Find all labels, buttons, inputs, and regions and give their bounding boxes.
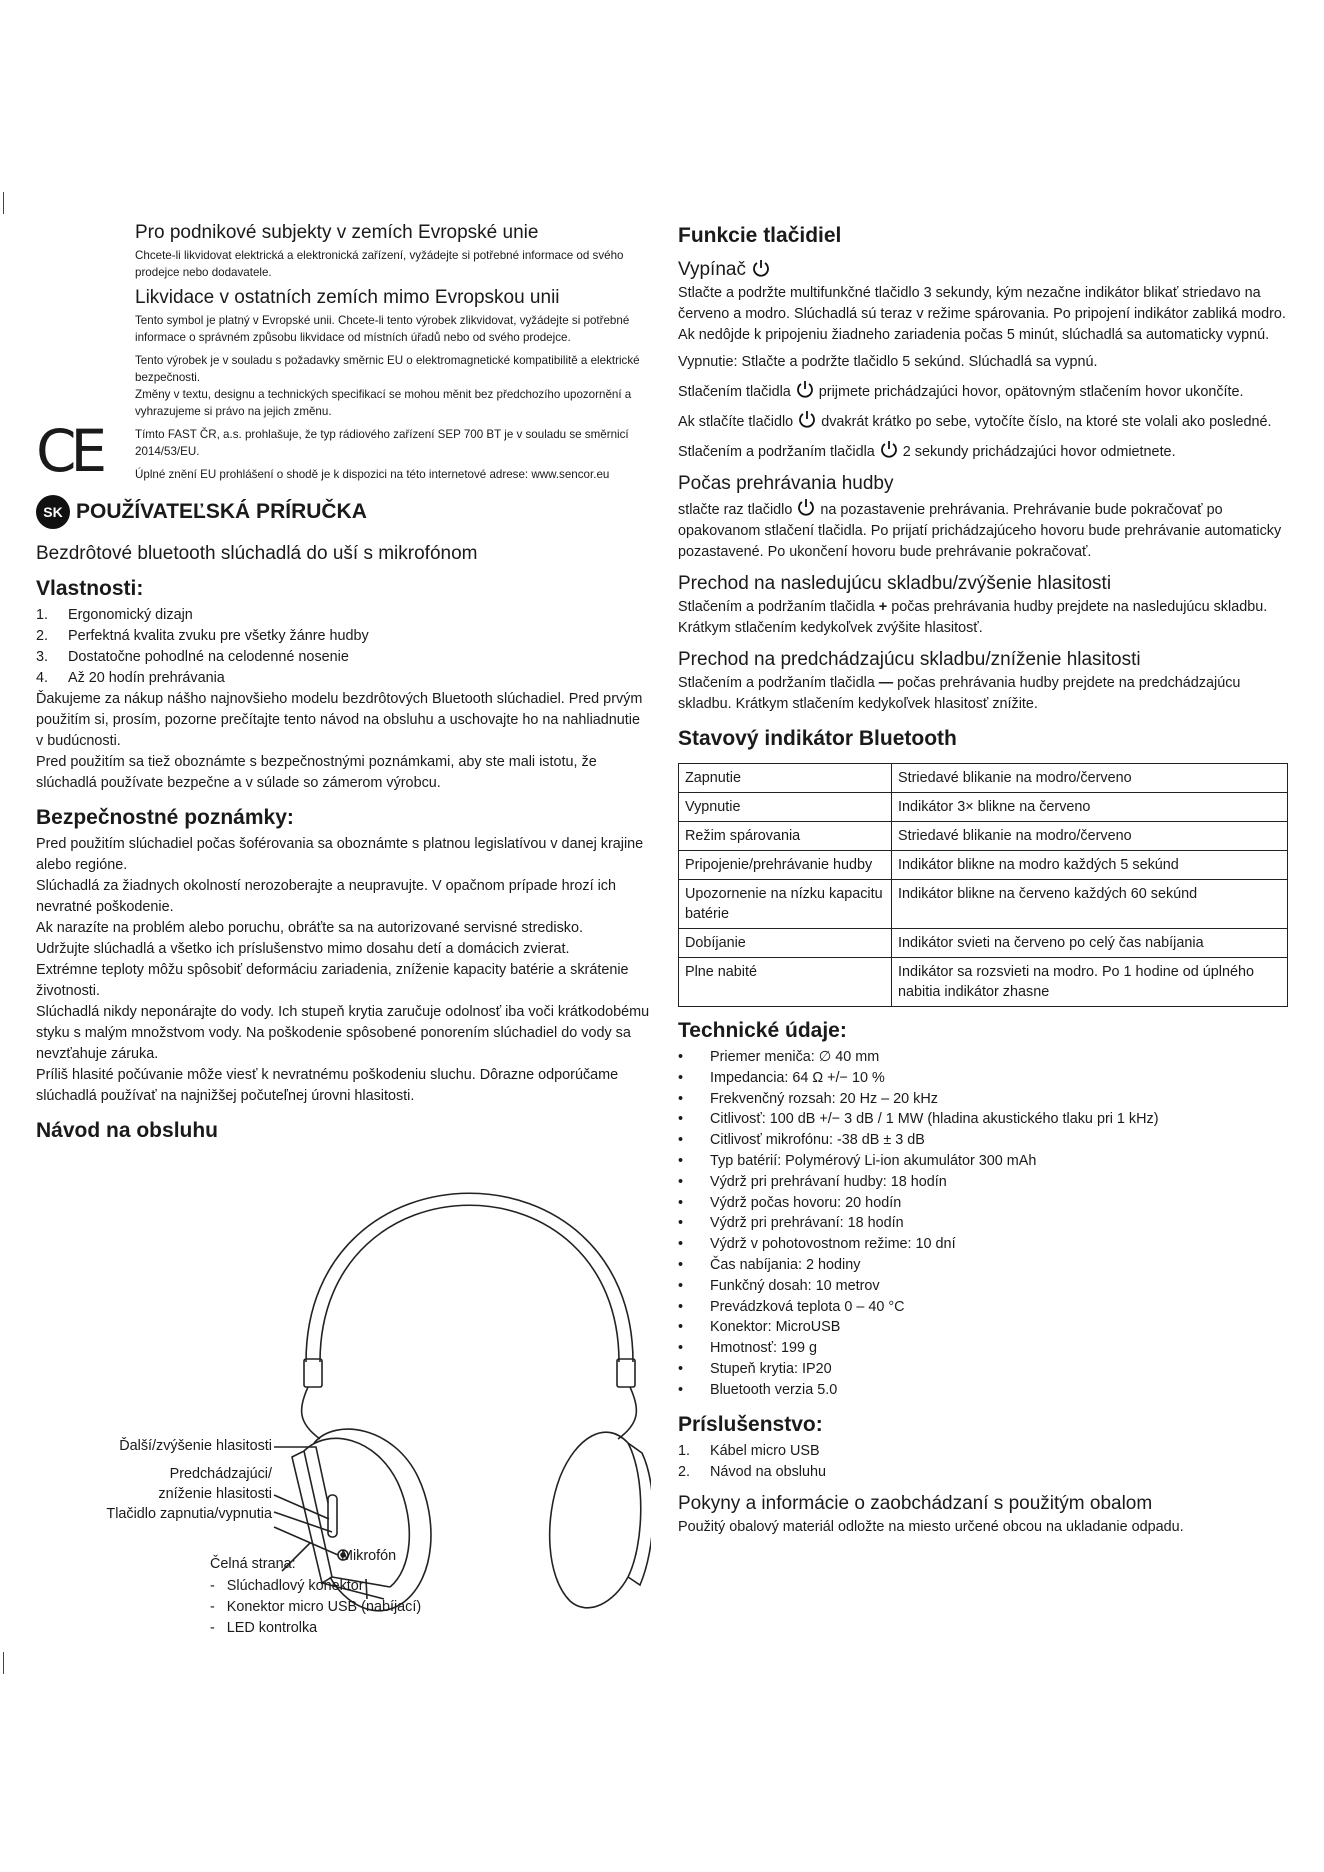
list-item: 4. Až 20 hodín prehrávania: [36, 670, 225, 686]
safety-paragraph: Slúchadlá za žiadnych okolností nerozoberajte a neupravujte. V opačnom prípade hrozí ich nevratné poškodenie.: [36, 878, 616, 915]
list-item: • Citlivosť: 100 dB +/− 3 dB / 1 MW (hladina akustického tlaku pri 1 kHz): [678, 1111, 1159, 1128]
table-row: Režim spárovania Striedavé blikanie na modro/červeno: [679, 822, 1288, 851]
list-item: • Stupeň krytia: IP20: [678, 1360, 832, 1377]
table-row: Plne nabité Indikátor sa rozsvieti na modro. Po 1 hodine od úplného nabitia indikátor zhasne: [679, 958, 1288, 1007]
list-item: • Prevádzková teplota 0 – 40 °C: [678, 1298, 905, 1315]
list-item: • Čas nabíjania: 2 hodiny: [678, 1256, 861, 1273]
list-item: • Výdrž pri prehrávaní hudby: 18 hodín: [678, 1173, 947, 1190]
list-item: • Typ batérií: Polymérový Li-ion akumulátor 300 mAh: [678, 1152, 1037, 1169]
label-prev-line2: zníženie hlasitosti: [158, 1486, 272, 1502]
safety-paragraph: Extrémne teploty môžu spôsobiť deformáciu zariadenia, zníženie kapacity batérie a skrátenie životnosti.: [36, 962, 629, 999]
list-item: 1. Ergonomický dizajn: [36, 607, 193, 623]
play-title: Počas prehrávania hudby: [678, 473, 894, 494]
eu-changes-text: Změny v textu, designu a technických specifikací se mohou měnit bez předchozího upozornění a vyhrazujeme si právo na jejich změnu.: [135, 388, 632, 418]
left-column: [36, 222, 651, 1657]
list-item: 3. Dostatočne pohodlné na celodenné nosenie: [36, 649, 349, 665]
safety-title: Bezpečnostné poznámky:: [36, 806, 294, 829]
list-item: 2. Perfektná kvalita zvuku pre všetky žánre hudby: [36, 628, 369, 644]
power-title: Vypínač: [678, 258, 1290, 281]
list-item: • Výdrž v pohotovostnom režime: 10 dní: [678, 1236, 956, 1253]
power-icon: [795, 379, 815, 399]
safety-paragraph: Udržujte slúchadlá a všetko ich príslušenstvo mimo dosahu detí a domácich zvierat.: [36, 941, 570, 957]
guide-title: Návod na obsluhu: [36, 1119, 219, 1142]
list-item: • Impedancia: 64 Ω +/− 10 %: [678, 1069, 885, 1086]
prev-track-text: Stlačením a podržaním tlačidla — počas prehrávania hudby prejdete na predchádzajúcu skladbu. Krátkym stlačením kedykoľvek hlasitosť znížite.: [678, 675, 1241, 712]
manual-subtitle: Bezdrôtové bluetooth slúchadlá do uší s mikrofónom: [36, 543, 478, 564]
label-front-side: Čelná strana:: [210, 1556, 296, 1572]
list-item: • Výdrž pri prehrávaní: 18 hodín: [678, 1215, 904, 1232]
ce-mark-logo: CE: [36, 417, 102, 485]
label-power-button: Tlačidlo zapnutia/vypnutia: [106, 1506, 272, 1522]
packaging-text: Použitý obalový materiál odložte na miesto určené obcou na ukladanie odpadu.: [678, 1518, 1184, 1535]
label-prev-line1: Predchádzajúci/: [169, 1466, 272, 1482]
eu-business-text: Chcete-li likvidovat elektrická a elektronická zařízení, vyžádejte si potřebné informace od svého prodejce nebo dodavatele.: [135, 249, 624, 279]
list-item: • Konektor: MicroUSB: [678, 1319, 841, 1336]
front-item: - LED kontrolka: [210, 1620, 318, 1636]
safety-paragraph: Príliš hlasité počúvanie môže viesť k nevratnému poškodeniu sluchu. Dôrazne odporúčame slúchadlá používať na najnižšej počuteľnej úrovni hlasitosti.: [36, 1067, 619, 1104]
power-icon: [751, 258, 771, 278]
safety-paragraph: Pred použitím slúchadiel počas šoférovania sa oboznámte s platnou legislatívou v danej krajine alebo regióne.: [36, 836, 644, 873]
specs-title: Technické údaje:: [678, 1019, 847, 1042]
list-item: • Funkčný dosah: 10 metrov: [678, 1277, 880, 1294]
ce-declaration: [36, 417, 651, 489]
power-text-2: Vypnutie: Stlačte a podržte tlačidlo 5 sekúnd. Slúchadlá sa vypnú.: [678, 354, 1098, 370]
label-microphone: Mikrofón: [341, 1548, 397, 1564]
power-icon: [796, 497, 816, 517]
list-item: • Hmotnosť: 199 g: [678, 1340, 817, 1357]
plus-icon: +: [878, 599, 888, 615]
right-column: [678, 222, 1290, 1538]
accessories-list: [678, 1441, 1290, 1483]
thanks-text: Ďakujeme za nákup nášho najnovšieho modelu bezdrôtových Bluetooth slúchadiel. Pred prvým použitím si, prosím, pozorne prečítajte tento návod na obsluhu a uschovajte ho na nahliadnutie v budúcnosti.: [36, 691, 643, 749]
call-reject-text: Stlačením a podržaním tlačidla 2 sekundy prichádzajúci hovor odmietnete.: [678, 439, 1290, 463]
list-item: 2. Návod na obsluhu: [678, 1463, 827, 1480]
play-text: stlačte raz tlačidlo na pozastavenie prehrávania. Prehrávanie bude pokračovať po opakovanom stlačení tlačidla. Po prijatí prichádzajúceho hovoru bude prehrávanie automaticky pozastavené. Po ukončení hovoru bude prehrávanie pokračovať.: [678, 497, 1290, 563]
manual-title-row: [36, 495, 651, 529]
eu-business-title: Pro podnikové subjekty v zemích Evropské unie: [135, 222, 539, 243]
list-item: • Bluetooth verzia 5.0: [678, 1381, 838, 1398]
table-row: Dobíjanie Indikátor svieti na červeno po celý čas nabíjania: [679, 929, 1288, 958]
crop-mark-bottom: [3, 1652, 4, 1674]
next-track-text: Stlačením a podržaním tlačidla + počas prehrávania hudby prejdete na nasledujúcu skladbu. Krátkym stlačením kedykoľvek zvýšite hlasitosť.: [678, 599, 1268, 636]
table-row: Zapnutie Striedavé blikanie na modro/červeno: [679, 764, 1288, 793]
power-icon: [797, 409, 817, 429]
eu-declaration-text: Tímto FAST ČR, a.s. prohlašuje, že typ rádiového zařízení SEP 700 BT je v souladu se směrnicí 2014/53/EU.: [135, 428, 629, 458]
table-row: Upozornenie na nízku kapacitu batérie Indikátor blikne na červeno každých 60 sekúnd: [679, 880, 1288, 929]
prev-track-title: Prechod na predchádzajúcu skladbu/zníženie hlasitosti: [678, 649, 1141, 670]
table-row: Pripojenie/prehrávanie hudby Indikátor blikne na modro každých 5 sekúnd: [679, 851, 1288, 880]
safety-ref-text: Pred použitím sa tiež oboznámte s bezpečnostnými poznámkami, aby ste mali istotu, že slúchadlá používate bezpečne a v súlade so zámerom výrobcu.: [36, 754, 597, 791]
buttons-title: Funkcie tlačidiel: [678, 224, 842, 247]
next-track-title: Prechod na nasledujúcu skladbu/zvýšenie hlasitosti: [678, 573, 1112, 594]
crop-mark-top: [3, 192, 4, 214]
features-title: Vlastnosti:: [36, 577, 144, 600]
list-item: • Citlivosť mikrofónu: -38 dB ± 3 dB: [678, 1132, 925, 1149]
eu-disposal-section: [135, 222, 651, 420]
language-badge: SK: [36, 495, 70, 529]
list-item: • Priemer meniča: ∅ 40 mm: [678, 1049, 880, 1065]
specs-list: [678, 1047, 1290, 1401]
manual-title: POUŽÍVATEĽSKÁ PRÍRUČKA: [76, 500, 367, 523]
status-title: Stavový indikátor Bluetooth: [678, 727, 957, 750]
label-next-volume-up: Ďalší/zvýšenie hlasitosti: [119, 1438, 272, 1454]
eu-other-title: Likvidace v ostatních zemích mimo Evropskou unii: [135, 287, 560, 308]
power-text-1: Stlačte a podržte multifunkčné tlačidlo 3 sekundy, kým nezačne indikátor blikať striedavo na červeno a modro. Slúchadlá sú teraz v režime spárovania. Po pripojení indikátor zabliká modro. Ak nedôjde k pripojeniu žiadneho zariadenia počas 5 minút, slúchadlá sa automaticky vypnú.: [678, 285, 1286, 343]
status-table: [678, 763, 1288, 1007]
safety-paragraph: Slúchadlá nikdy neponárajte do vody. Ich stupeň krytia zaručuje odolnosť iba voči krátkodobému styku s malým množstvom vody. Na poškodenie spôsobené ponorením slúchadiel do vody sa nevzťahuje záruka.: [36, 1004, 650, 1062]
eu-full-text: Úplné znění EU prohlášení o shodě je k dispozici na této internetové adrese: www.sencor.eu: [135, 468, 610, 481]
eu-emc-text: Tento výrobek je v souladu s požadavky směrnic EU o elektromagnetické kompatibilitě a elektrické bezpečnosti.: [135, 354, 640, 384]
front-item: - Slúchadlový konektor: [210, 1578, 364, 1594]
call-redial-text: Ak stlačíte tlačidlo dvakrát krátko po sebe, vytočíte číslo, na ktoré ste volali ako posledné.: [678, 409, 1290, 433]
packaging-title: Pokyny a informácie o zaobchádzaní s použitým obalom: [678, 1492, 1153, 1514]
minus-icon: —: [878, 675, 894, 691]
headphone-diagram: [36, 1147, 651, 1657]
call-answer-text: Stlačením tlačidla prijmete prichádzajúci hovor, opätovným stlačením hovor ukončíte.: [678, 379, 1290, 403]
list-item: • Frekvenčný rozsah: 20 Hz – 20 kHz: [678, 1090, 938, 1107]
features-list: [36, 605, 651, 689]
power-icon: [879, 439, 899, 459]
safety-paragraph: Ak narazíte na problém alebo poruchu, obráťte sa na autorizované servisné stredisko.: [36, 920, 583, 936]
front-item: - Konektor micro USB (nabíjací): [210, 1599, 422, 1615]
list-item: • Výdrž počas hovoru: 20 hodín: [678, 1194, 902, 1211]
list-item: 1. Kábel micro USB: [678, 1442, 820, 1459]
accessories-title: Príslušenstvo:: [678, 1412, 823, 1436]
table-row: Vypnutie Indikátor 3× blikne na červeno: [679, 793, 1288, 822]
eu-other-text: Tento symbol je platný v Evropské unii. Chcete-li tento výrobek zlikvidovat, vyžádejte si potřebné informace o správném způsobu likvidace od místních úřadů nebo od svého prodejce.: [135, 314, 630, 344]
